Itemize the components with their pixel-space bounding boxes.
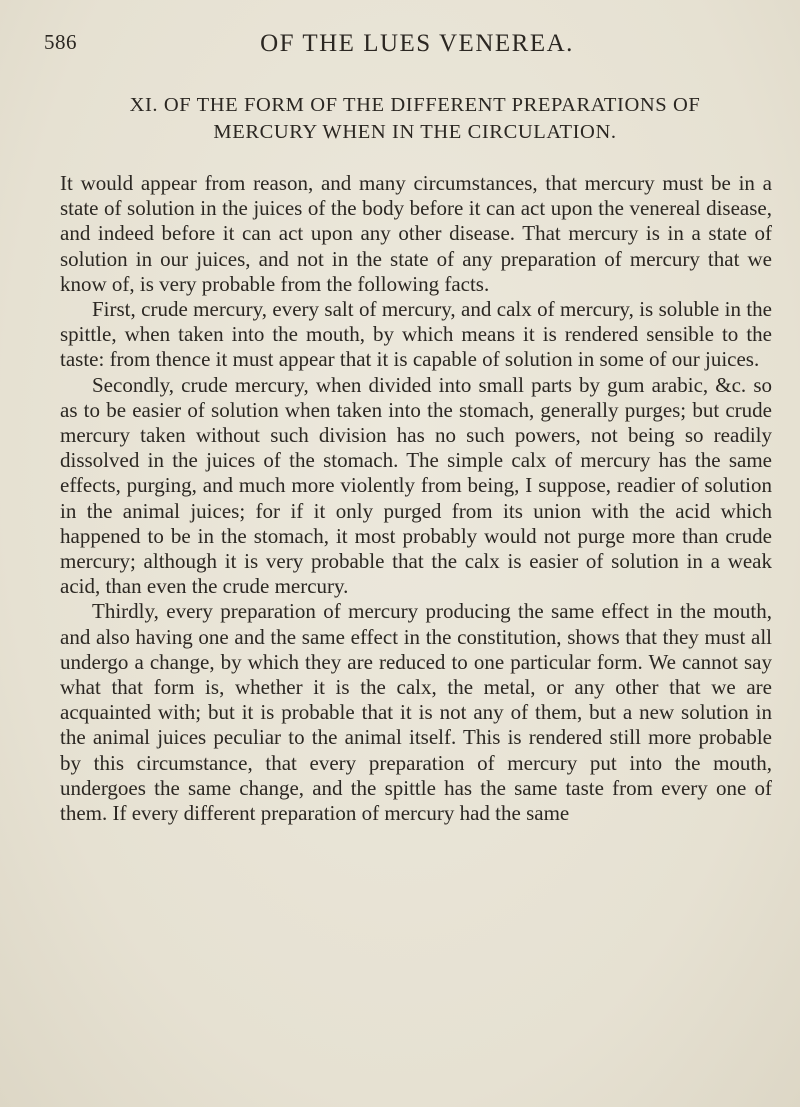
- section-heading-line-2: MERCURY WHEN IN THE CIRCULATION.: [213, 121, 617, 143]
- page-number: 586: [44, 30, 77, 54]
- paragraph-thirdly: Thirdly, every preparation of mercury producing the same effect in the mouth, and also having one and the same effect in the constitution, shows that they must all undergo a change, by which they are reduced to one particular form. We cannot say what that form is, whether it is the calx, the metal, or any other that we are acquainted with; but it is probable that it is not any of them, but a new solution in the animal juices peculiar to the animal itself. This is rendered still more probable by this circumstance, that every preparation of mercury put into the mouth, undergoes the same change, and the spittle has the same taste from every one of them. If every different preparation of mercury had the same: [60, 599, 772, 826]
- paragraph-secondly: Secondly, crude mercury, when divided into small parts by gum arabic, &c. so as to be easier of solution when taken into the stomach, generally purges; but crude mercury taken without such division has no such powers, not being so readily dissolved in the juices of the stomach. The simple calx of mercury has the same effects, purging, and much more violently from being, I suppose, readier of solution in the animal juices; for if it only purged from its union with the acid which happened to be in the stomach, it most probably would not purge more than crude mercury; although it is very probable that the calx is easier of solution in a weak acid, than even the crude mercury.: [60, 372, 772, 599]
- page-header: [44, 26, 760, 66]
- body-text: [60, 171, 772, 826]
- running-title: OF THE LUES VENEREA.: [260, 30, 574, 57]
- paragraph-introduction: It would appear from reason, and many circumstances, that mercury must be in a state of solution in the juices of the body before it can act upon the venereal disease, and indeed before it can act upon any other disease. That mercury is in a state of solution in our juices, and not in the state of any preparation of mercury that we know of, is very probable from the following facts.: [60, 171, 772, 296]
- paragraph-first: First, crude mercury, every salt of mercury, and calx of mercury, is soluble in the spittle, when taken into the mouth, by which means it is rendered sensible to the taste: from thence it must appear that it is capable of solution in some of our juices.: [60, 297, 772, 372]
- section-heading: [70, 92, 760, 146]
- section-heading-line-1: XI. OF THE FORM OF THE DIFFERENT PREPARATIONS OF: [129, 94, 701, 116]
